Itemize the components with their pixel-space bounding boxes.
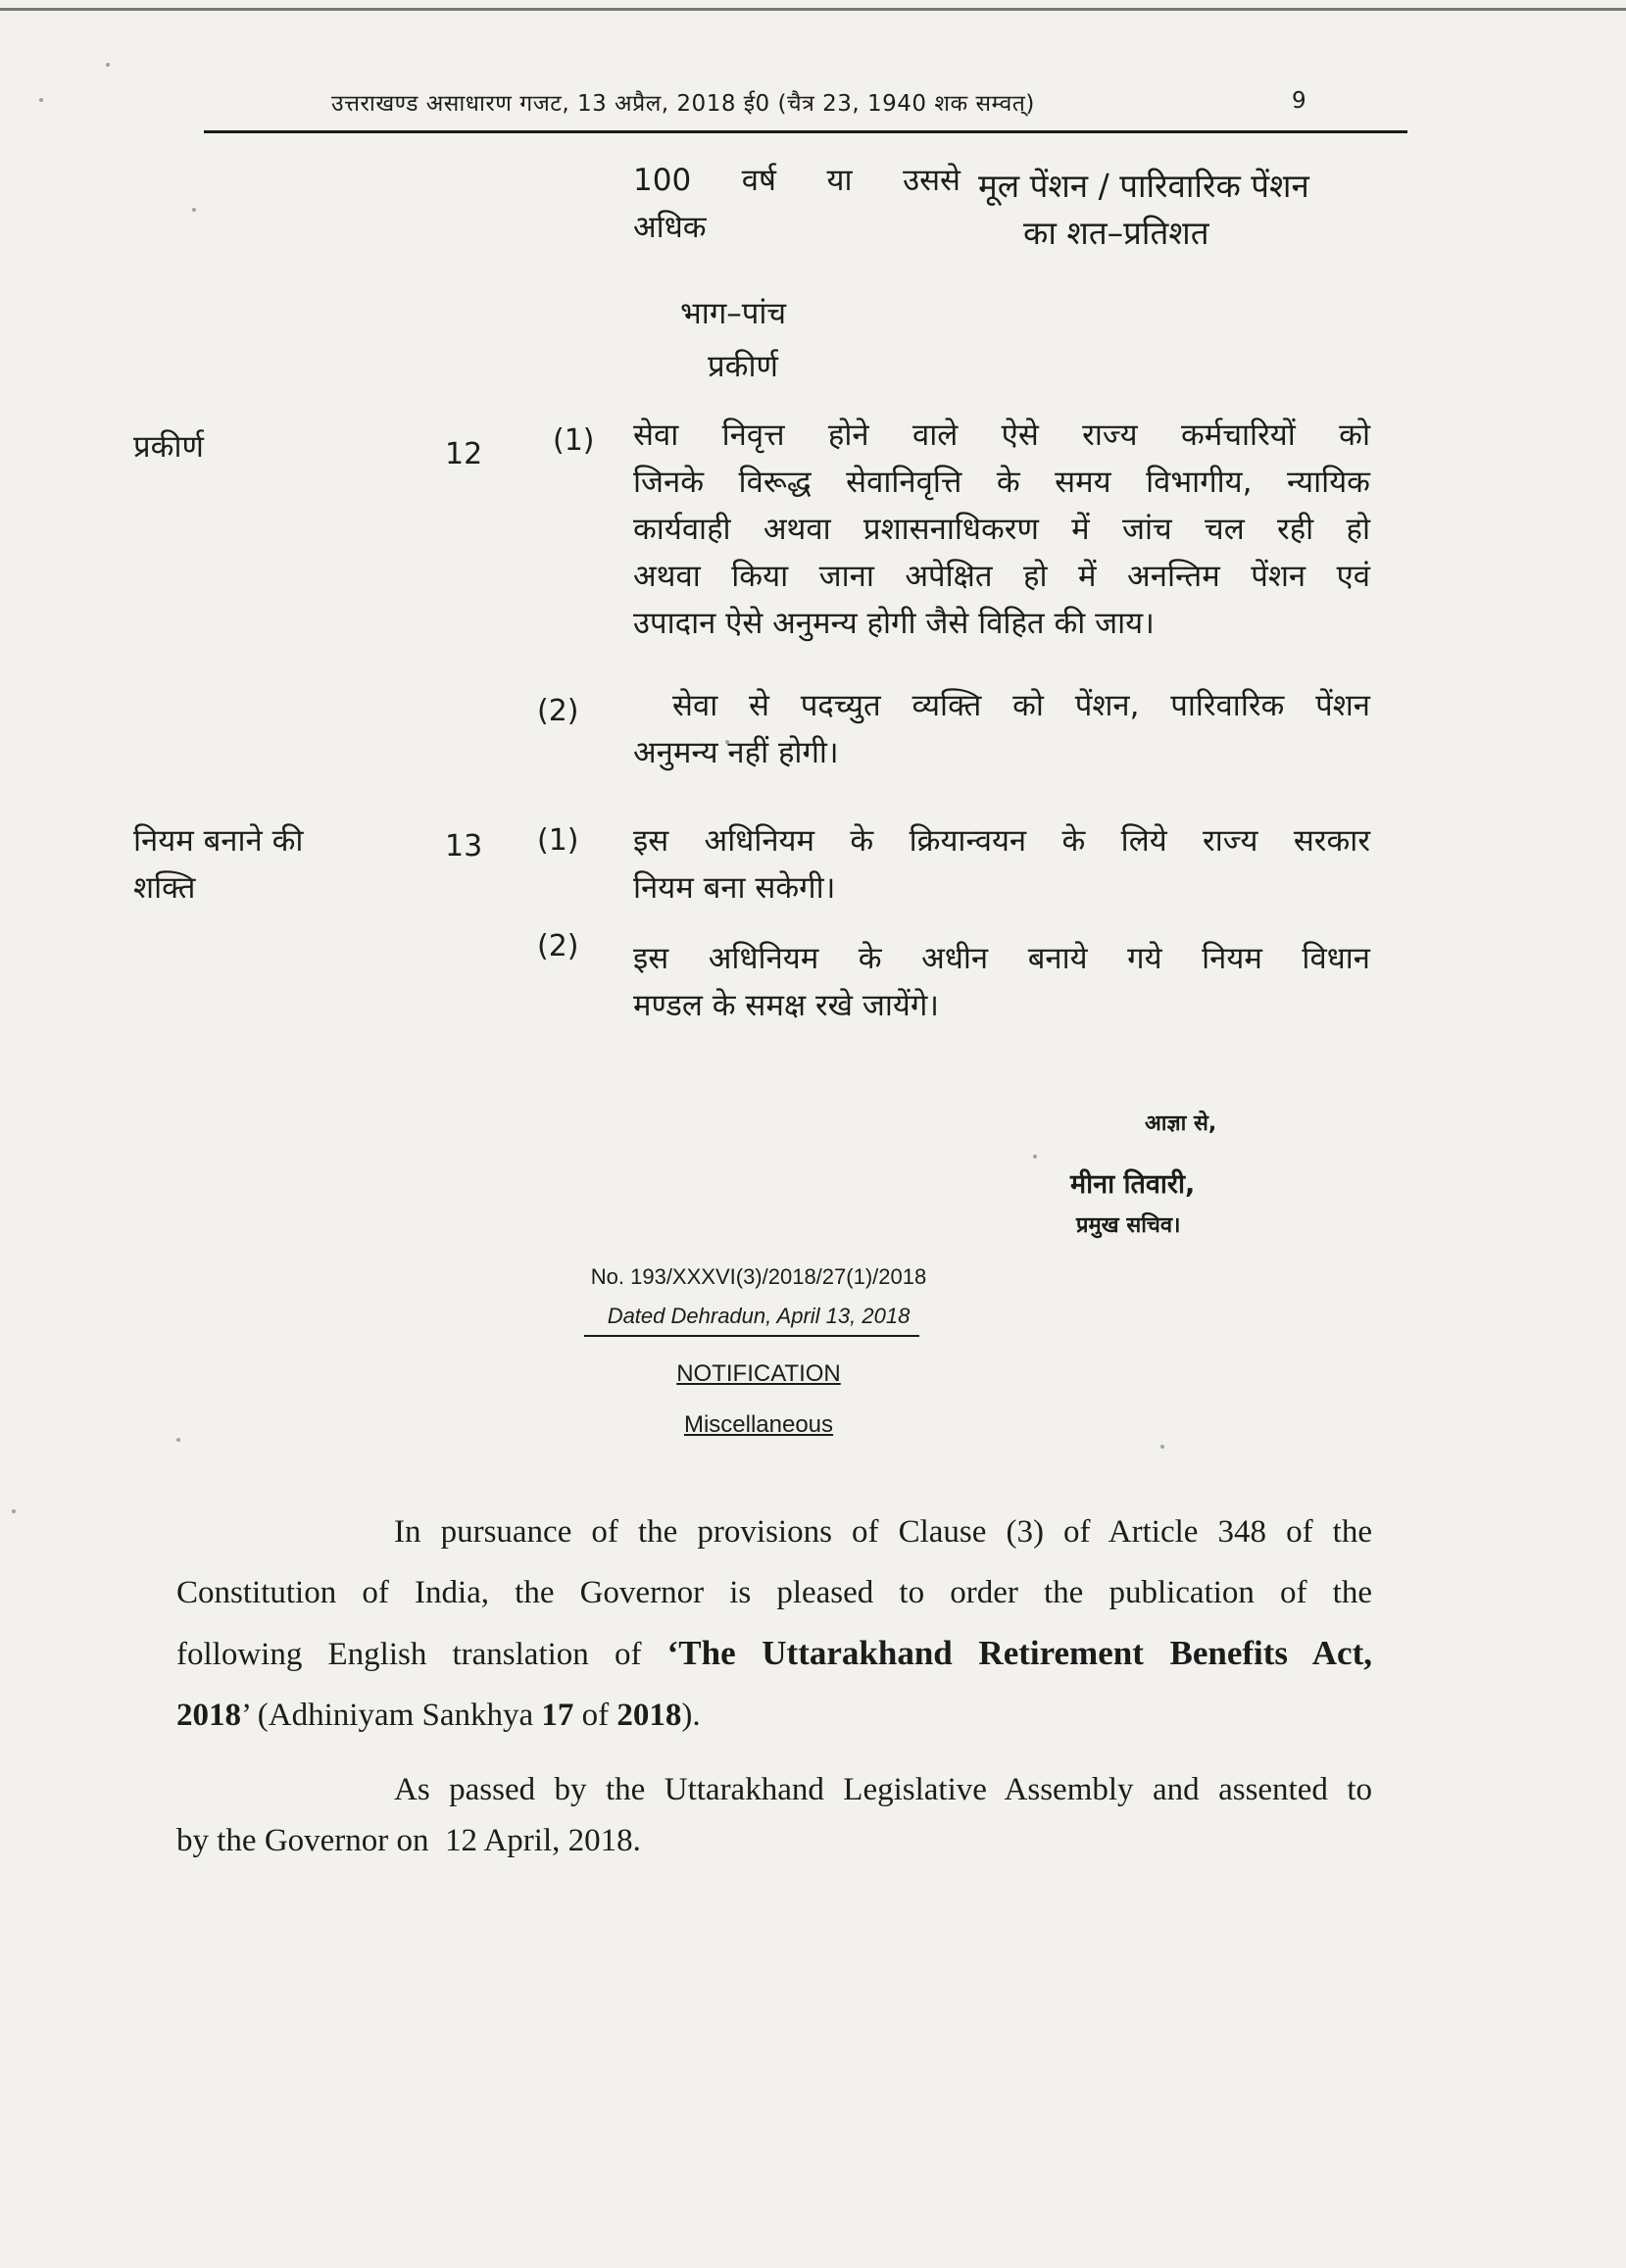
heading-line: नियम बनाने की bbox=[133, 823, 304, 859]
page-number: 9 bbox=[1292, 88, 1307, 114]
notification-dated: Dated Dehradun, April 13, 2018 bbox=[607, 1304, 911, 1328]
clause-line: उपादान ऐसे अनुमन्य होगी जैसे विहित की जाय। bbox=[633, 606, 1155, 641]
part-subtitle: प्रकीर्ण bbox=[708, 349, 778, 384]
scan-speck bbox=[192, 208, 196, 212]
heading-line: शक्ति bbox=[133, 870, 196, 906]
clause-line: अथवा किया जाना अपेक्षित हो में अनन्तिम पेंशन एवं bbox=[633, 559, 1370, 594]
section-12-clause-1 bbox=[633, 412, 1370, 647]
act-number-year: 2018 bbox=[616, 1698, 682, 1733]
clause-line: नियम बना सकेगी। bbox=[633, 870, 836, 906]
header-rule bbox=[204, 130, 1407, 133]
pension-line: का शत–प्रतिशत bbox=[1023, 214, 1209, 252]
scan-speck bbox=[1033, 1155, 1037, 1159]
pension-cell bbox=[978, 163, 1370, 257]
part-title: भाग–पांच bbox=[680, 296, 787, 331]
age-line: 100 वर्ष या उससे bbox=[633, 163, 961, 198]
clause-label: (1) bbox=[553, 423, 595, 458]
body-text: ). bbox=[681, 1698, 701, 1733]
body-text: of bbox=[573, 1698, 617, 1733]
clause-line: इस अधिनियम के अधीन बनाये गये नियम विधान bbox=[633, 941, 1370, 976]
notification-number: No. 193/XXXVI(3)/2018/27(1)/2018 bbox=[590, 1264, 927, 1289]
body-line: As passed by the Uttarakhand Legislative Assembly and assented to bbox=[394, 1772, 1372, 1807]
section-13-clause-1 bbox=[633, 817, 1370, 912]
body-text: following English translation of bbox=[176, 1637, 667, 1672]
scan-top-edge bbox=[0, 8, 1626, 11]
scan-speck bbox=[106, 63, 110, 67]
clause-line: अनुमन्य नहीं होगी। bbox=[633, 735, 839, 770]
body-line bbox=[176, 1623, 1372, 1685]
clause-line: मण्डल के समक्ष रखे जायेंगे। bbox=[633, 988, 940, 1023]
section-12-heading: प्रकीर्ण bbox=[133, 429, 204, 465]
notification-title: NOTIFICATION bbox=[676, 1360, 841, 1387]
gazette-header-title: उत्तराखण्ड असाधारण गजट, 13 अप्रैल, 2018 ई0 (चैत्र 23, 1940 शक सम्वत्) bbox=[331, 91, 1035, 117]
notification-subject: Miscellaneous bbox=[683, 1411, 834, 1438]
section-13-clause-2 bbox=[633, 935, 1370, 1029]
clause-label: (2) bbox=[537, 694, 579, 728]
section-12-clause-2 bbox=[633, 682, 1370, 776]
signatory-name: मीना तिवारी, bbox=[1070, 1169, 1196, 1200]
clause-line: इस अधिनियम के क्रियान्वयन के लिये राज्य सरकार bbox=[633, 823, 1370, 859]
signatory-designation: प्रमुख सचिव। bbox=[1076, 1213, 1181, 1238]
section-12-number: 12 bbox=[445, 437, 483, 471]
act-year: 2018 bbox=[176, 1698, 241, 1733]
body-line bbox=[176, 1685, 1372, 1746]
scan-speck bbox=[12, 1509, 16, 1513]
body-line: Constitution of India, the Governor is pleased to order the publication of the bbox=[176, 1575, 1372, 1610]
clause-line: सेवा निवृत्त होने वाले ऐसे राज्य कर्मचारियों को bbox=[633, 418, 1370, 453]
dated-rule bbox=[584, 1335, 919, 1337]
body-line: In pursuance of the provisions of Clause (3) of Article 348 of the bbox=[394, 1514, 1372, 1550]
section-13-heading bbox=[133, 817, 303, 912]
scan-speck bbox=[1160, 1445, 1164, 1449]
age-cell bbox=[633, 157, 961, 251]
age-line: अधिक bbox=[633, 210, 707, 245]
body-para-1 bbox=[176, 1502, 1372, 1746]
act-number: 17 bbox=[541, 1698, 574, 1733]
clause-label: (2) bbox=[537, 929, 579, 963]
scan-speck bbox=[176, 1438, 180, 1442]
section-13-number: 13 bbox=[445, 829, 483, 863]
clause-label: (1) bbox=[537, 823, 579, 858]
clause-line: सेवा से पदच्युत व्यक्ति को पेंशन, पारिवारिक पेंशन bbox=[672, 688, 1370, 723]
scan-speck bbox=[39, 98, 43, 102]
by-order: आज्ञा से, bbox=[1145, 1111, 1217, 1136]
clause-line: कार्यवाही अथवा प्रशासनाधिकरण में जांच चल रही हो bbox=[633, 512, 1370, 547]
body-line: by the Governor on 12 April, 2018. bbox=[176, 1823, 641, 1858]
body-para-2 bbox=[176, 1764, 1372, 1866]
pension-line: मूल पेंशन / पारिवारिक पेंशन bbox=[978, 167, 1309, 205]
clause-line: जिनके विरूद्ध सेवानिवृत्ति के समय विभागीय, न्यायिक bbox=[633, 465, 1370, 500]
body-text: ’ (Adhiniyam Sankhya bbox=[241, 1698, 542, 1733]
act-title: ‘The Uttarakhand Retirement Benefits Act, bbox=[666, 1634, 1372, 1672]
